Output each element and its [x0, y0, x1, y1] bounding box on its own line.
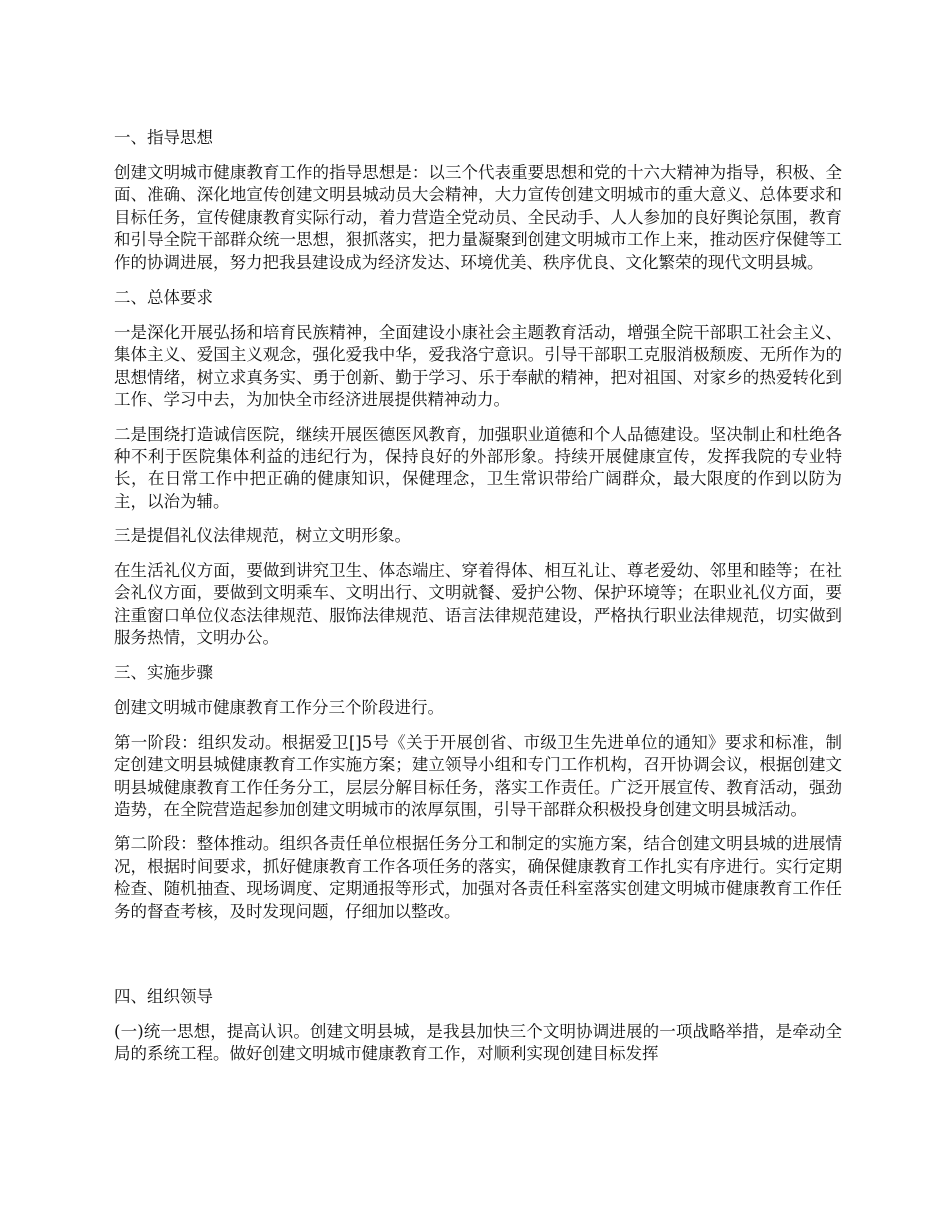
section-heading-organization-leadership: 四、组织领导 — [114, 986, 213, 1006]
paragraph-requirement-two: 二是围绕打造诚信医院，继续开展医德医风教育，加强职业道德和个人品德建设。坚决制止和杜绝各种不利于医院集体利益的违纪行为，保持良好的外部形象。持续开展健康宣传，发挥我院的专业特长，在日常工作中把正确的健康知识，保健理念，卫生常识带给广阔群众，最大限度的作到以防为主，以治为辅。 — [114, 424, 842, 511]
paragraph-stage-two: 第二阶段：整体推动。组织各责任单位根据任务分工和制定的实施方案，结合创建文明县城的进展情况，根据时间要求，抓好健康教育工作各项任务的落实，确保健康教育工作扎实有序进行。实行定期检查、随机抽查、现场调度、定期通报等形式，加强对各责任科室落实创建文明城市健康教育工作任务的督查考核，及时发现问题，仔细加以整改。 — [114, 834, 842, 921]
paragraph-stage-one: 第一阶段：组织发动。根据爱卫[]5号《关于开展创省、市级卫生先进单位的通知》要求和标准，制定创建文明县城健康教育工作实施方案；建立领导小组和专门工作机构，召开协调会议，根据创建文明县城健康教育工作任务分工，层层分解目标任务，落实工作责任。广泛开展宣传、教育活动，强劲造势，在全院营造起参加创建文明城市的浓厚氛围，引导干部群众积极投身创建文明县城活动。 — [114, 732, 842, 819]
document-body — [114, 126, 842, 1078]
section-heading-general-requirements: 二、总体要求 — [114, 288, 213, 308]
paragraph-requirement-one: 一是深化开展弘扬和培育民族精神，全面建设小康社会主题教育活动，增强全院干部职工社会主义、集体主义、爱国主义观念，强化爱我中华，爱我洛宁意识。引导干部职工克服消极颓废、无所作为的思想情绪，树立求真务实、勇于创新、勤于学习、乐于奉献的精神，把对祖国、对家乡的热爱转化到工作、学习中去，为加快全市经济进展提供精神动力。 — [114, 323, 842, 410]
paragraph-stages-intro: 创建文明城市健康教育工作分三个阶段进行。 — [114, 698, 444, 718]
section-heading-implementation-steps: 三、实施步骤 — [114, 663, 213, 683]
section-spacer — [114, 935, 842, 985]
section-heading-guiding-ideology: 一、指导思想 — [114, 128, 213, 147]
paragraph-guiding-ideology: 创建文明城市健康教育工作的指导思想是：以三个代表重要思想和党的十六大精神为指导，积极、全面、准确、深化地宣传创建文明县城动员大会精神，大力宣传创建文明城市的重大意义、总体要求和目标任务，宣传健康教育实际行动，着力营造全党动员、全民动手、人人参加的良好舆论氛围，教育和引导全院干部群众统一思想，狠抓落实，把力量凝聚到创建文明城市工作上来，推动医疗保健等工作的协调进展，努力把我县建设成为经济发达、环境优美、秩序优良、文化繁荣的现代文明县城。 — [114, 163, 842, 272]
paragraph-requirement-three: 三是提倡礼仪法律规范，树立文明形象。 — [114, 526, 411, 546]
paragraph-etiquette-details: 在生活礼仪方面，要做到讲究卫生、体态端庄、穿着得体、相互礼让、尊老爱幼、邻里和睦等；在社会礼仪方面，要做到文明乘车、文明出行、文明就餐、爱护公物、保护环境等；在职业礼仪方面，要注重窗口单位仪态法律规范、服饰法律规范、语言法律规范建设，严格执行职业法律规范，切实做到服务热情，文明办公。 — [114, 560, 842, 647]
paragraph-unify-thinking: (一)统一思想，提高认识。创建文明县城，是我县加快三个文明协调进展的一项战略举措，是牵动全局的系统工程。做好创建文明城市健康教育工作，对顺利实现创建目标发挥 — [114, 1021, 842, 1064]
